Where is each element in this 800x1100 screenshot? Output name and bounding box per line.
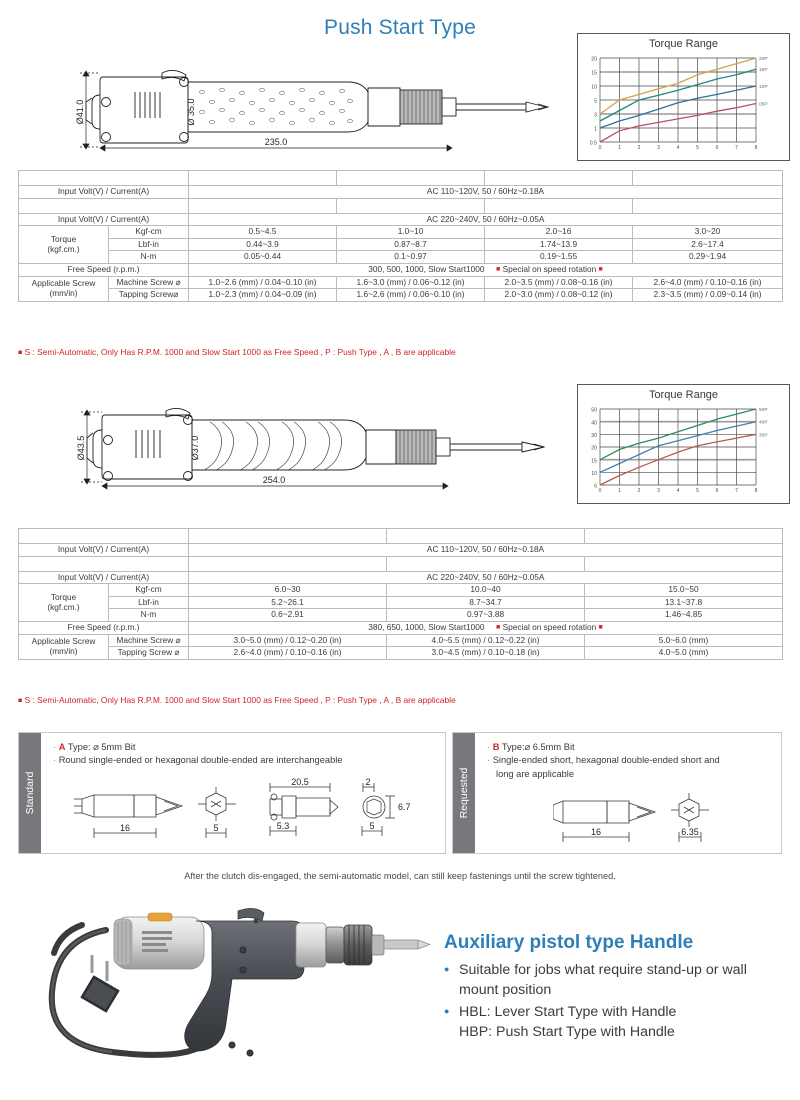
- svg-text:20P: 20P: [759, 57, 768, 62]
- table-row-machine-screw: [19, 276, 783, 289]
- svg-text:1: 1: [618, 145, 621, 151]
- screw-label: [19, 634, 109, 659]
- screw-label: [19, 276, 109, 301]
- torque-unit-cell: Lbf-in: [109, 596, 189, 609]
- torque-value: 1.74~13.9: [485, 238, 633, 251]
- torque-unit-cell: N-m: [109, 609, 189, 622]
- svg-text:2: 2: [637, 145, 641, 151]
- svg-text:40P: 40P: [759, 420, 768, 426]
- screw-value: 5.0~6.0 (mm): [585, 634, 783, 647]
- screw-value: 2.6~4.0 (mm) / 0.10~0.16 (in): [633, 276, 783, 289]
- svg-text:6: 6: [715, 488, 719, 494]
- bullet-dot-icon: ·: [53, 742, 57, 752]
- svg-text:2: 2: [637, 488, 641, 494]
- model-cell: BP-1116/BPS-1116: [485, 171, 633, 186]
- requested-line-1-text: Type:⌀ 6.5mm Bit: [501, 742, 575, 752]
- bullet-dot-icon: ·: [487, 742, 491, 752]
- table-row-machine-screw: [19, 634, 783, 647]
- svg-text:10: 10: [591, 470, 597, 477]
- requested-tab: [453, 733, 475, 853]
- torque-unit-cell: Lbf-in: [109, 238, 189, 251]
- model-cell: BP-2220/BPS-2220: [633, 198, 783, 213]
- input-label: Input Volt(V) / Current(A): [19, 213, 189, 226]
- torque-value: 0.05~0.44: [189, 251, 337, 264]
- torque-value: 1.0~10: [337, 226, 485, 239]
- chart-2-title: Torque Range: [648, 389, 719, 401]
- table-row-tapping-screw: [19, 289, 783, 302]
- free-speed-label: Free Speed (r.p.m.): [19, 264, 189, 277]
- model-cell: BP-1110/BPS-1110: [337, 171, 485, 186]
- free-speed-text: 380, 650, 1000, Slow Start1000: [368, 622, 485, 632]
- dim-bit-hex: 5: [213, 823, 219, 833]
- table-row-model-110: [19, 171, 783, 186]
- spec-table-2: [18, 528, 783, 660]
- standard-bit-diagram: [74, 775, 424, 851]
- dim-diameter-grip: Ø37.0: [190, 435, 200, 461]
- chart-1-title: Torque Range: [648, 38, 719, 50]
- requested-bullets: [487, 741, 772, 781]
- standard-line-1-text: Type: ⌀ 5mm Bit: [67, 742, 136, 752]
- torque-value: 8.7~34.7: [387, 596, 585, 609]
- bullet-dot-icon: ·: [487, 755, 491, 766]
- svg-text:6: 6: [715, 145, 719, 151]
- input-value: AC 220~240V, 50 / 60Hz~0.05A: [189, 213, 783, 226]
- table-row-torque-nm: [19, 609, 783, 622]
- red-square-icon: ■: [598, 265, 603, 273]
- table-row-free-speed: [19, 264, 783, 277]
- requested-line-3-text: long are applicable: [496, 768, 575, 779]
- dim-length: 254.0: [262, 475, 286, 485]
- model-cell: BP-1150 / BPS-1150: [585, 529, 783, 544]
- screw-value: 3.0~4.5 (mm) / 0.10~0.18 (in): [387, 647, 585, 660]
- product-drawing-lever-start: [50, 390, 560, 500]
- pistol-handle-photo: [10, 895, 440, 1095]
- screw-type: Machine Screw ⌀: [109, 634, 189, 647]
- screw-type: Machine Screw ⌀: [109, 276, 189, 289]
- table-row-input-220: [19, 571, 783, 584]
- footnote-2-text: S : Semi-Automatic, Only Has R.P.M. 1000 and Slow Start 1000 as Free Speed , P : Push Type , A , B are applicable: [24, 695, 456, 705]
- screw-value: 1.6~3.0 (mm) / 0.06~0.12 (in): [337, 276, 485, 289]
- dim-bit-total: 20.5: [291, 777, 309, 787]
- svg-text:50: 50: [591, 407, 597, 414]
- standard-line-2: [53, 754, 433, 767]
- torque-value: 6.0~30: [189, 584, 387, 597]
- svg-text:50P: 50P: [759, 408, 768, 413]
- requested-line-2-text: Single-ended short, hexagonal double-ended short and: [492, 755, 720, 766]
- promo-title: Auxiliary pistol type Handle: [444, 932, 694, 953]
- free-speed-note: Special on speed rotation: [502, 264, 597, 274]
- bits-panel-requested: [452, 732, 782, 854]
- model-cell: BP-1140 / BPS-1140: [387, 529, 585, 544]
- screw-label-text: Applicable Screw: [31, 278, 96, 289]
- table-row-input-110: [19, 186, 783, 199]
- screw-value: 1.6~2.6 (mm) / 0.06~0.10 (in): [337, 289, 485, 302]
- screw-value: 2.3~3.5 (mm) / 0.09~0.14 (in): [633, 289, 783, 302]
- screw-type: Tapping Screw ⌀: [109, 647, 189, 660]
- svg-text:5: 5: [696, 488, 699, 494]
- svg-text:7: 7: [735, 488, 738, 494]
- torque-label: [19, 584, 109, 622]
- red-square-icon: ■: [18, 697, 23, 705]
- dim-bit-hex: 6.35: [681, 827, 699, 837]
- svg-text:0.5: 0.5: [589, 140, 597, 147]
- torque-value: 0.1~0.97: [337, 251, 485, 264]
- input-label: Input Volt(V) / Current(A): [19, 544, 189, 557]
- svg-text:20: 20: [591, 445, 597, 452]
- requested-bit-diagram: [553, 785, 773, 851]
- torque-range-chart-1: [577, 33, 790, 161]
- standard-line-2-text: Round single-ended or hexagonal double-ended are interchangeable: [58, 755, 343, 766]
- torque-value: 0.87~8.7: [337, 238, 485, 251]
- footnote-2: [18, 695, 456, 705]
- dim-bit-dia: 6.7: [398, 802, 411, 812]
- torque-label-text: Torque: [50, 234, 77, 245]
- free-speed-value: [189, 264, 783, 277]
- svg-text:30P: 30P: [759, 433, 768, 439]
- screw-label-text: Applicable Screw: [31, 636, 96, 647]
- free-speed-value: [189, 622, 783, 635]
- input-value: AC 110~120V, 50 / 60Hz~0.18A: [189, 186, 783, 199]
- torque-value: 13.1~37.8: [585, 596, 783, 609]
- svg-text:8: 8: [754, 145, 758, 151]
- svg-text:5: 5: [696, 145, 699, 151]
- bullet-dot-icon: ·: [53, 755, 57, 766]
- standard-line-1: [53, 741, 433, 754]
- dim-bit-length: 16: [590, 827, 602, 837]
- table-row-torque-lbfin: [19, 238, 783, 251]
- standard-bullets: [53, 741, 433, 768]
- torque-value: 15.0~50: [585, 584, 783, 597]
- svg-text:3: 3: [657, 145, 660, 151]
- red-square-icon: ■: [598, 623, 603, 631]
- standard-tab-label: Standard: [24, 771, 36, 815]
- table-row-torque-kgfcm: [19, 584, 783, 597]
- svg-text:7: 7: [735, 145, 738, 151]
- table-row-free-speed: [19, 622, 783, 635]
- promo-sub-item-text: HBP: Push Start Type with Handle: [459, 1024, 675, 1041]
- svg-text:10P: 10P: [759, 85, 768, 90]
- dim-bit-hex2: 5: [369, 821, 375, 831]
- screw-value: 2.0~3.5 (mm) / 0.08~0.16 (in): [485, 276, 633, 289]
- table-row-model-220: [19, 198, 783, 213]
- table-row-torque-kgfcm: [19, 226, 783, 239]
- dim-bit-head: 5.3: [276, 821, 290, 831]
- svg-text:3: 3: [594, 112, 597, 119]
- screw-unit-text: (mm/in): [49, 645, 78, 656]
- model-cell: BP-2250 / BPS-2250: [585, 556, 783, 571]
- dim-diameter-body: Ø43.5: [76, 435, 86, 461]
- table-row-tapping-screw: [19, 647, 783, 660]
- screw-value: 1.0~2.3 (mm) / 0.04~0.09 (in): [189, 289, 337, 302]
- table-row-torque-nm: [19, 251, 783, 264]
- svg-text:15: 15: [591, 458, 597, 465]
- requested-line-2: [487, 754, 772, 781]
- chart-2-plot: [578, 401, 789, 501]
- promo-list: [444, 960, 774, 1045]
- torque-unit-text: (kgf.cm.): [47, 601, 80, 612]
- torque-value: 0.29~1.94: [633, 251, 783, 264]
- torque-value: 0.5~4.5: [189, 226, 337, 239]
- page-title: Push Start Type: [323, 16, 477, 39]
- dim-diameter-body: Ø41.0: [75, 99, 85, 125]
- badge-a: A: [58, 742, 66, 752]
- svg-text:6: 6: [594, 483, 597, 490]
- model-cell: BP-2210/BPS-2210: [337, 198, 485, 213]
- screw-value: 2.0~3.0 (mm) / 0.08~0.12 (in): [485, 289, 633, 302]
- torque-value: 2.6~17.4: [633, 238, 783, 251]
- model-cell: BP-1105/BPS-1105: [189, 171, 337, 186]
- input-label: Input Volt(V) / Current(A): [19, 571, 189, 584]
- model-cell: BP-2216/BPS-2216: [485, 198, 633, 213]
- footnote-1: [18, 347, 456, 357]
- free-speed-note: Special on speed rotation: [502, 622, 597, 632]
- standard-tab: [19, 733, 41, 853]
- torque-value: 0.97~3.88: [387, 609, 585, 622]
- svg-text:0: 0: [598, 145, 602, 151]
- model-cell: BP-2205/BPS-2205: [189, 198, 337, 213]
- red-square-icon: ■: [496, 265, 501, 273]
- chart-1-plot: [578, 50, 789, 158]
- torque-label-text: Torque: [50, 592, 77, 603]
- torque-value: 5.2~26.1: [189, 596, 387, 609]
- product-drawing-push-start: [50, 40, 560, 155]
- model-label: Model: [19, 529, 189, 544]
- screw-value: 4.0~5.5 (mm) / 0.12~0.22 (in): [387, 634, 585, 647]
- spec-table-1: [18, 170, 783, 302]
- svg-text:8: 8: [754, 488, 758, 494]
- torque-value: 0.44~3.9: [189, 238, 337, 251]
- torque-value: 10.0~40: [387, 584, 585, 597]
- red-square-icon: ■: [496, 623, 501, 631]
- svg-text:1: 1: [618, 488, 621, 494]
- badge-b: B: [492, 742, 500, 752]
- svg-text:3: 3: [657, 488, 660, 494]
- svg-text:15: 15: [591, 70, 597, 77]
- promo-item-text: Suitable for jobs what require stand-up or wall mount position: [459, 962, 747, 999]
- model-cell: BP-1120/BPS-1120: [633, 171, 783, 186]
- torque-value: 0.6~2.91: [189, 609, 387, 622]
- torque-value: 0.19~1.55: [485, 251, 633, 264]
- torque-label: [19, 226, 109, 264]
- svg-text:16P: 16P: [759, 68, 768, 74]
- table-row-input-220: [19, 213, 783, 226]
- dim-bit-groove: 2: [365, 777, 371, 787]
- model-cell: BP-1130 / BPS-1130: [189, 529, 387, 544]
- screw-value: 1.0~2.6 (mm) / 0.04~0.10 (in): [189, 276, 337, 289]
- svg-text:4: 4: [676, 488, 680, 494]
- screw-value: 3.0~5.0 (mm) / 0.12~0.20 (in): [189, 634, 387, 647]
- free-speed-text: 300, 500, 1000, Slow Start1000: [368, 264, 485, 274]
- requested-line-1: [487, 741, 772, 754]
- screw-value: 2.6~4.0 (mm) / 0.10~0.16 (in): [189, 647, 387, 660]
- dim-bit-length: 16: [119, 823, 131, 833]
- svg-text:1: 1: [594, 126, 597, 133]
- free-speed-label: Free Speed (r.p.m.): [19, 622, 189, 635]
- torque-value: 2.0~16: [485, 226, 633, 239]
- bits-panel-standard: [18, 732, 446, 854]
- svg-text:30: 30: [591, 432, 597, 439]
- torque-unit-cell: Kgf-cm: [109, 584, 189, 597]
- model-label: Model: [19, 198, 189, 213]
- model-label: Model: [19, 171, 189, 186]
- torque-unit-cell: Kgf-cm: [109, 226, 189, 239]
- screw-type: Tapping Screw⌀: [109, 289, 189, 302]
- torque-unit-text: (kgf.cm.): [47, 243, 80, 254]
- torque-value: 1.46~4.85: [585, 609, 783, 622]
- svg-text:40: 40: [591, 420, 597, 427]
- input-value: AC 110~120V, 50 / 60Hz~0.18A: [189, 544, 783, 557]
- svg-text:5: 5: [594, 98, 597, 105]
- dim-length: 235.0: [264, 137, 288, 147]
- table-row-input-110: [19, 544, 783, 557]
- svg-text:10: 10: [591, 84, 597, 91]
- svg-text:05P: 05P: [759, 102, 768, 108]
- input-value: AC 220~240V, 50 / 60Hz~0.05A: [189, 571, 783, 584]
- model-label: Model: [19, 556, 189, 571]
- torque-range-chart-2: [577, 384, 790, 504]
- model-cell: BP-2230 / BPS-2230: [189, 556, 387, 571]
- svg-text:4: 4: [676, 145, 680, 151]
- torque-value: 3.0~20: [633, 226, 783, 239]
- dim-diameter-grip: Ø 35.0: [186, 98, 196, 126]
- clutch-note: After the clutch dis-engaged, the semi-automatic model, can still keep fastenings until the screw tightened.: [184, 871, 616, 881]
- input-label: Input Volt(V) / Current(A): [19, 186, 189, 199]
- footnote-1-text: S : Semi-Automatic, Only Has R.P.M. 1000 and Slow Start 1000 as Free Speed , P : Push Type , A , B are applicable: [24, 347, 456, 357]
- torque-unit-cell: N-m: [109, 251, 189, 264]
- promo-item-text: HBL: Lever Start Type with Handle: [459, 1004, 677, 1021]
- red-square-icon: ■: [18, 349, 23, 357]
- table-row-model-110: [19, 529, 783, 544]
- promo-item: [444, 1002, 774, 1042]
- svg-text:0: 0: [598, 488, 602, 494]
- promo-item: [444, 960, 774, 1000]
- table-row-torque-lbfin: [19, 596, 783, 609]
- svg-text:20: 20: [591, 56, 597, 63]
- screw-unit-text: (mm/in): [49, 287, 78, 298]
- screw-value: 4.0~5.0 (mm): [585, 647, 783, 660]
- table-row-model-220: [19, 556, 783, 571]
- model-cell: BP-2240 / BPS-2240: [387, 556, 585, 571]
- requested-tab-label: Requested: [458, 767, 470, 819]
